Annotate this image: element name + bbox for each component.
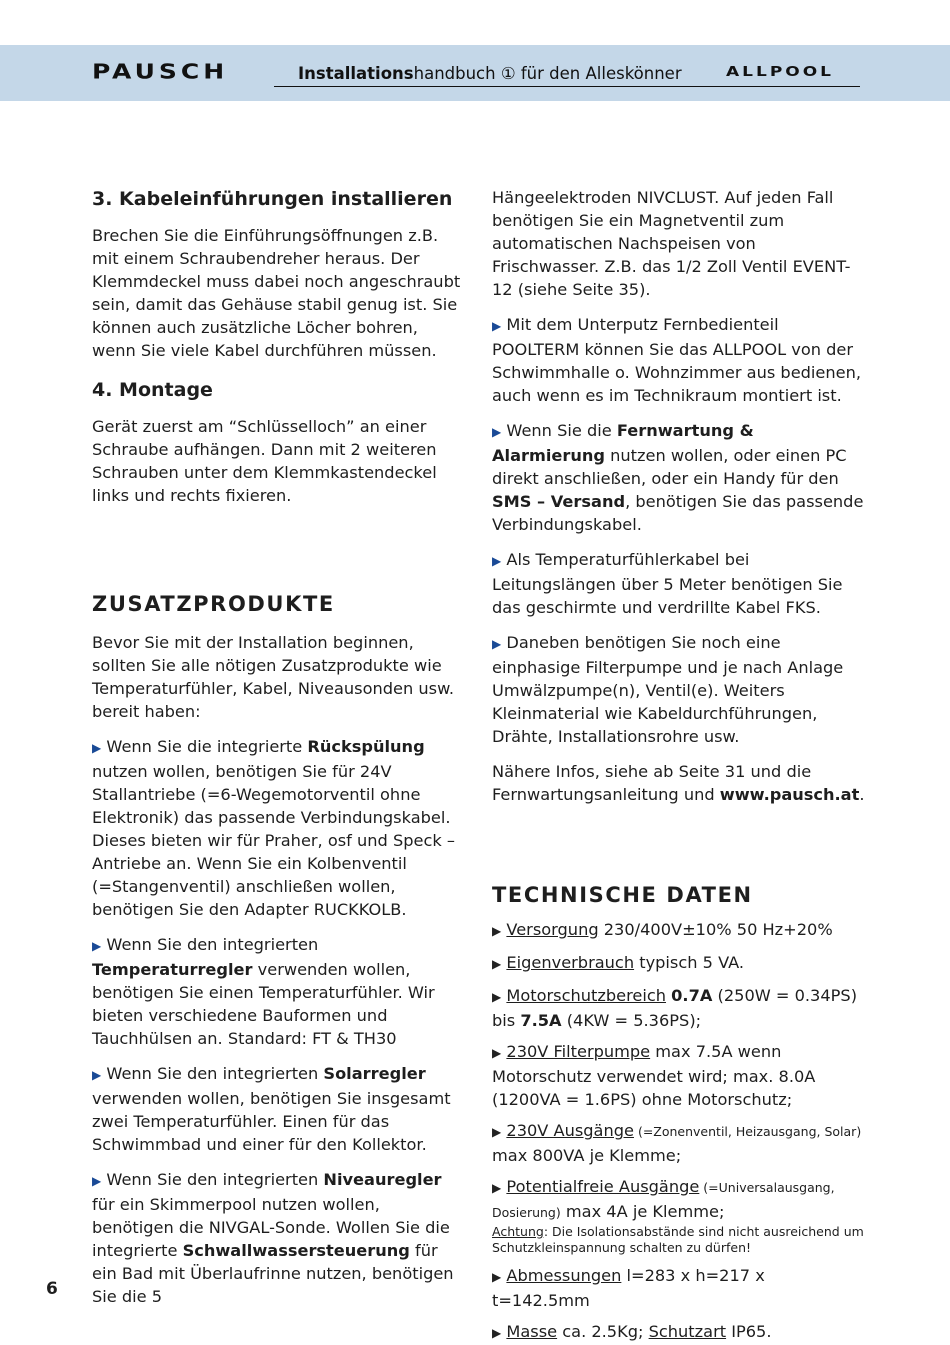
bullet-temperaturregler: ▶ Wenn Sie den integrierten Temperaturregler verwenden wollen, benötigen Sie einen Temperaturfühler. Wir bieten verschiedene Bauformen und Tauchhülsen an. Standard: FT & TH30 bbox=[92, 935, 435, 1048]
bullet-solarregler: ▶ Wenn Sie den integrierten Solarregler verwenden wollen, benötigen Sie insgesamt zwei Temperaturfühler. Einen für das Schwimmbad und einer für den Kollektor. bbox=[92, 1064, 451, 1154]
bullet-triangle-icon: ▶ bbox=[492, 990, 502, 1004]
header-title-rest: handbuch ① für den Alleskönner bbox=[413, 64, 682, 83]
header-title bbox=[298, 64, 682, 83]
page-number: 6 bbox=[46, 1279, 58, 1299]
tech-masse: ▶ Masse ca. 2.5Kg; Schutzart IP65. bbox=[492, 1322, 772, 1341]
tech-versorgung: ▶ Versorgung 230/400V±10% 50 Hz+20% bbox=[492, 920, 833, 939]
tech-potentialfrei: ▶ Potentialfreie Ausgänge (=Universalausgang, Dosierung) max 4A je Klemme; bbox=[492, 1177, 835, 1221]
tech-abmessungen: ▶ Abmessungen l=283 x h=217 x t=142.5mm bbox=[492, 1266, 765, 1310]
bullet-triangle-icon: ▶ bbox=[492, 1125, 502, 1139]
bullet-triangle-icon: ▶ bbox=[92, 939, 102, 953]
tech-filterpumpe: ▶ 230V Filterpumpe max 7.5A wenn Motorschutz verwendet wird; max. 8.0A (1200VA = 1.6PS) ohne Motorschutz; bbox=[492, 1042, 816, 1109]
tech-ausgaenge: ▶ 230V Ausgänge (=Zonenventil, Heizausgang, Solar) max 800VA je Klemme; bbox=[492, 1121, 862, 1165]
bullet-triangle-icon: ▶ bbox=[92, 1068, 102, 1082]
montage-heading: 4. Montage bbox=[92, 379, 213, 401]
tech-achtung-note: Achtung: Die Isolationsabstände sind nicht ausreichend um Schutzkleinspannung schalten zu dürfen! bbox=[492, 1224, 864, 1255]
header-title-bold: Installations bbox=[298, 64, 414, 83]
niveau-continuation: Hängeelektroden NIVCLUST. Auf jeden Fall benötigen Sie ein Magnetventil zum automatischen Nachspeisen von Frischwasser. Z.B. das 1/2 Zoll Ventil EVENT-12 (siehe Seite 35). bbox=[492, 188, 851, 299]
bullet-fks-kabel: ▶ Als Temperaturfühlerkabel bei Leitungslängen über 5 Meter benötigen Sie das geschirmte und verdrillte Kabel FKS. bbox=[492, 550, 843, 617]
left-column bbox=[92, 187, 466, 1308]
kabel-heading: 3. Kabeleinführungen installieren bbox=[92, 188, 453, 210]
bullet-triangle-icon: ▶ bbox=[92, 741, 102, 755]
right-column bbox=[492, 186, 866, 1345]
zusatz-heading: ZUSATZPRODUKTE bbox=[92, 592, 335, 616]
bullet-triangle-icon: ▶ bbox=[492, 957, 502, 971]
product-logo: ALLPOOL bbox=[726, 64, 835, 80]
tech-motorschutz: ▶ Motorschutzbereich 0.7A (250W = 0.34PS) bis 7.5A (4KW = 5.36PS); bbox=[492, 986, 858, 1030]
bullet-triangle-icon: ▶ bbox=[492, 425, 502, 439]
kabel-text: Brechen Sie die Einführungsöffnungen z.B. mit einem Schraubendreher heraus. Der Klemmdeckel muss dabei noch angeschraubt sein, damit das Gehäuse stabil genug ist. Sie können auch zusätzliche Löcher bohren, wenn Sie viele Kabel durchführen müssen. bbox=[92, 226, 461, 360]
bullet-rueckspuelung: ▶ Wenn Sie die integrierte Rückspülung nutzen wollen, benötigen Sie für 24V Stallantriebe (=6-Wegemotorventil ohne Elektronik) das passende Verbindungskabel. Dieses bieten wir für Praher, osf und Speck – Antriebe an. Wenn Sie ein Kolbenventil (=Stangenventil) anschließen wollen, benötigen Sie den Adapter RUCKKOLB. bbox=[92, 737, 455, 919]
infos-text: Nähere Infos, siehe ab Seite 31 und die Fernwartungsanleitung und www.pausch.at. bbox=[492, 762, 865, 804]
bullet-triangle-icon: ▶ bbox=[492, 924, 502, 938]
bullet-triangle-icon: ▶ bbox=[492, 554, 502, 568]
bullet-triangle-icon: ▶ bbox=[492, 1326, 502, 1340]
brand-logo: PAUSCH bbox=[92, 60, 229, 84]
tech-eigenverbrauch: ▶ Eigenverbrauch typisch 5 VA. bbox=[492, 953, 745, 972]
bullet-poolterm: ▶ Mit dem Unterputz Fernbedienteil POOLTERM können Sie das ALLPOOL von der Schwimmhalle o. Wohnzimmer aus bedienen, auch wenn es im Technikraum montiert ist. bbox=[492, 315, 862, 405]
montage-text: Gerät zuerst am “Schlüsselloch” an einer Schraube aufhängen. Dann mit 2 weiteren Schrauben unter dem Klemmkastendeckel links und rechts fixieren. bbox=[92, 417, 437, 505]
bullet-triangle-icon: ▶ bbox=[492, 1270, 502, 1284]
bullet-triangle-icon: ▶ bbox=[492, 637, 502, 651]
bullet-triangle-icon: ▶ bbox=[92, 1174, 102, 1188]
header-rule bbox=[274, 86, 860, 87]
bullet-filterpumpe: ▶ Daneben benötigen Sie noch eine einphasige Filterpumpe und je nach Anlage Umwälzpumpe(n), Ventil(e). Weiters Kleinmaterial wie Kabeldurchführungen, Drähte, Installationsrohre usw. bbox=[492, 633, 844, 746]
website-link[interactable]: www.pausch.at bbox=[719, 785, 860, 804]
bullet-triangle-icon: ▶ bbox=[492, 319, 502, 333]
bullet-triangle-icon: ▶ bbox=[492, 1046, 502, 1060]
tech-heading: TECHNISCHE DATEN bbox=[492, 883, 753, 907]
bullet-fernwartung: ▶ Wenn Sie die Fernwartung & Alarmierung nutzen wollen, oder einen PC direkt anschließen, oder ein Handy für den SMS – Versand, benötigen Sie das passende Verbindungskabel. bbox=[492, 421, 864, 534]
zusatz-intro: Bevor Sie mit der Installation beginnen, sollten Sie alle nötigen Zusatzprodukte wie Temperaturfühler, Kabel, Niveausonden usw. bereit haben: bbox=[92, 633, 454, 721]
bullet-niveauregler: ▶ Wenn Sie den integrierten Niveauregler für ein Skimmerpool nutzen wollen, benötigen die NIVGAL-Sonde. Wollen Sie die integrierte Schwallwassersteuerung für ein Bad mit Überlaufrinne nutzen, benötigen Sie die 5 bbox=[92, 1170, 454, 1306]
bullet-triangle-icon: ▶ bbox=[492, 1181, 502, 1195]
